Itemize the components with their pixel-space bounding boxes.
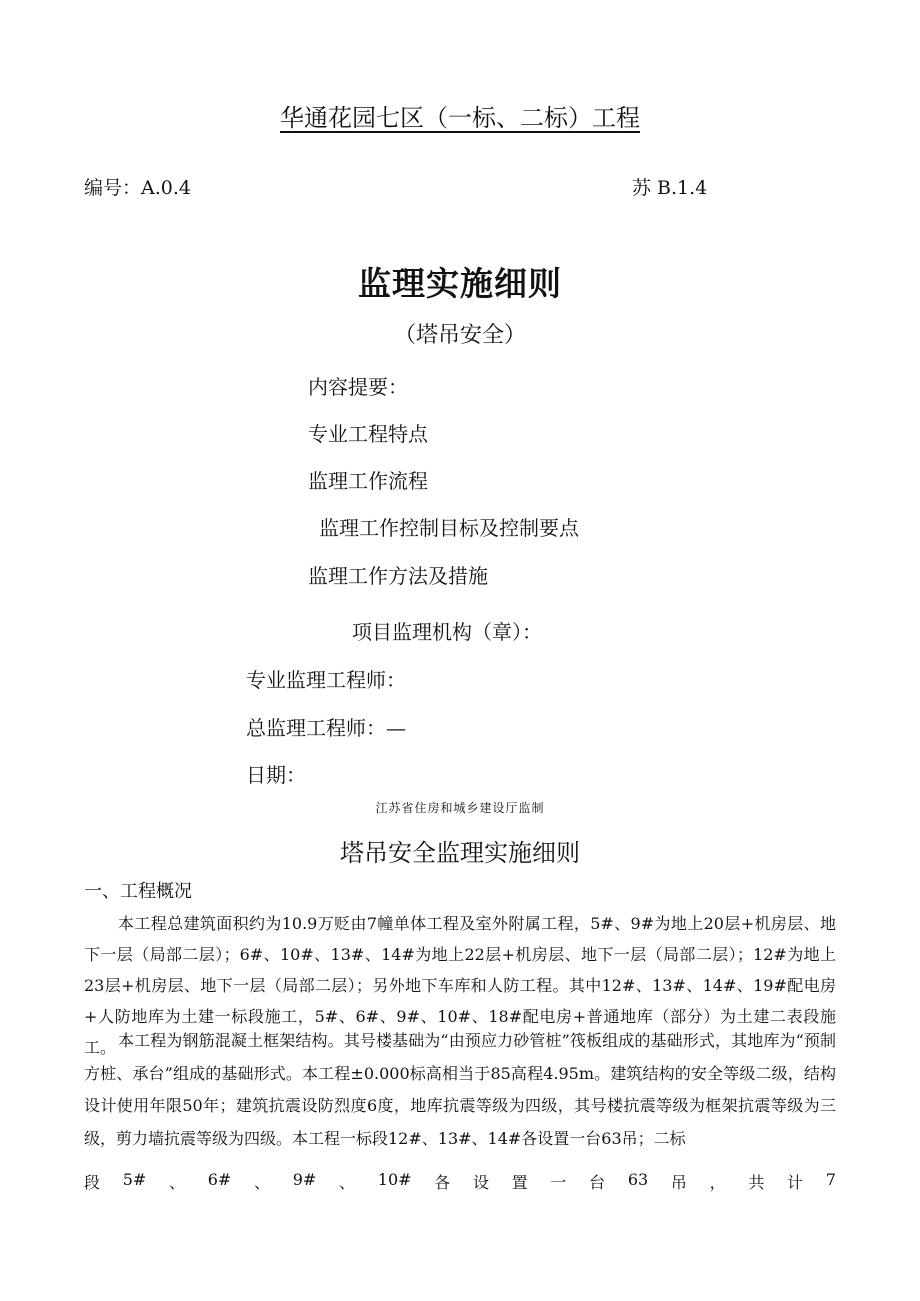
line-token: 台	[589, 1173, 606, 1192]
line-token: 设	[472, 1173, 489, 1192]
line-token: 、	[254, 1173, 271, 1192]
line-token: 一	[550, 1173, 567, 1192]
line-token: 各	[434, 1173, 451, 1192]
line-token: 63	[627, 1170, 649, 1189]
document-code: 编号：A.0.4	[84, 177, 191, 199]
project-title: 华通花园七区（一标、二标）工程	[280, 104, 640, 132]
chief-engineer-label: 总监理工程师：—	[246, 716, 406, 740]
line-token: 10#	[377, 1170, 412, 1189]
line-token: 7	[825, 1170, 836, 1189]
toc-item-control-targets: 监理工作控制目标及控制要点	[319, 516, 579, 540]
document-title: 监理实施细则	[358, 264, 562, 303]
overview-paragraph-2: 本工程为钢筋混凝土框架结构。其号楼基础为“由预应力砂管桩”筏板组成的基础形式，其地库为“预制方桩、承台”组成的基础形式。本工程±0.000标高相当于85高程4.95m。建筑结构的安全等级二级，结构设计使用年限50年；建筑抗震设防烈度6度，地库抗震等级为四级，其号楼抗震等级为框架抗震等级为三级，剪力墙抗震等级为四级。本工程一标段12#、13#、14#各设置一台63吊；二标	[84, 1031, 836, 1148]
line-token: 吊	[670, 1173, 687, 1192]
line-token: ，	[709, 1173, 726, 1192]
toc-item-workflow: 监理工作流程	[308, 469, 428, 493]
document-subtitle: （塔吊安全）	[393, 323, 526, 348]
toc-item-features: 专业工程特点	[308, 422, 428, 446]
specialist-engineer-label: 专业监理工程师：	[246, 668, 406, 692]
line-token: 9#	[292, 1170, 317, 1189]
line-token: 计	[787, 1173, 804, 1192]
toc-item-methods: 监理工作方法及措施	[308, 564, 488, 588]
line-token: 5#	[122, 1170, 147, 1189]
toc-heading: 内容提要：	[308, 375, 408, 399]
form-code: 苏 B.1.4	[632, 177, 708, 199]
section-heading: 一、工程概况	[84, 881, 192, 902]
line-token: 共	[748, 1173, 765, 1192]
line-token: 、	[169, 1173, 186, 1192]
line-token: 置	[511, 1173, 528, 1192]
justified-last-line	[84, 1170, 836, 1193]
overview-paragraph-1: 本工程总建筑面积约为10.9万贬由7幢单体工程及室外附属工程，5#、9#为地上20层+机房层、地下一层（局部二层）；6#、10#、13#、14#为地上22层+机房层、地下一层（局部二层）；12#为地上23层+机房层、地下一层（局部二层）；另外地下车库和人防工程。其中12#、13#、14#、19#配电房+人防地库为土建一标段施工，5#、6#、9#、10#、18#配电房+普通地库（部分）为土建二表段施工。	[84, 914, 836, 1057]
line-token: 、	[339, 1173, 356, 1192]
line-token: 6#	[207, 1170, 232, 1189]
date-label: 日期：	[246, 763, 306, 787]
org-stamp-label: 项目监理机构（章）：	[352, 620, 542, 644]
issuer-note: 江苏省住房和城乡建设厅监制	[375, 801, 545, 815]
body-title: 塔吊安全监理实施细则	[340, 839, 580, 867]
line-token: 段	[84, 1173, 101, 1192]
